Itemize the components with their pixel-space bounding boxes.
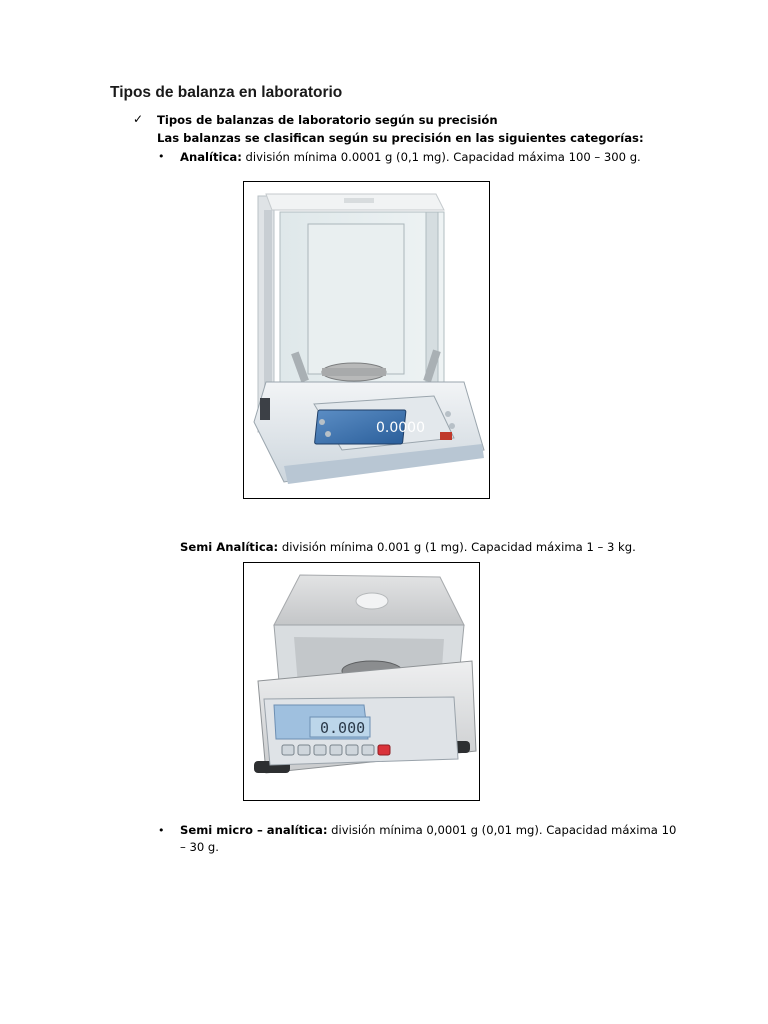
category-description: división mínima 0,0001 g (0,01 mg). Capacidad máxima 10 [327,823,677,837]
category-analitica [180,149,641,165]
semi-analytical-balance-photo [243,562,480,801]
bullet-icon: • [158,824,165,837]
page-title: Tipos de balanza en laboratorio [110,84,343,101]
category-description-continued: – 30 g. [180,840,219,854]
display-reading: 0.000 [320,719,366,737]
category-semi-micro [180,822,676,838]
category-description: división mínima 0.001 g (1 mg). Capacidad máxima 1 – 3 kg. [278,540,636,554]
category-name: Analítica: [180,150,242,164]
bullet-icon: • [158,150,165,163]
category-name: Semi micro – analítica: [180,823,328,837]
category-name: Semi Analítica: [180,540,279,554]
display-reading: 0.0000 [376,420,425,436]
category-description: división mínima 0.0001 g (0,1 mg). Capacidad máxima 100 – 300 g. [241,150,641,164]
intro-text: Las balanzas se clasifican según su precisión en las siguientes categorías: [157,131,644,145]
category-semi-analitica [180,539,636,555]
analytical-balance-photo [243,181,490,499]
checklist-item: Tipos de balanzas de laboratorio según su precisión [157,113,498,127]
checkmark-icon: ✓ [133,112,144,126]
